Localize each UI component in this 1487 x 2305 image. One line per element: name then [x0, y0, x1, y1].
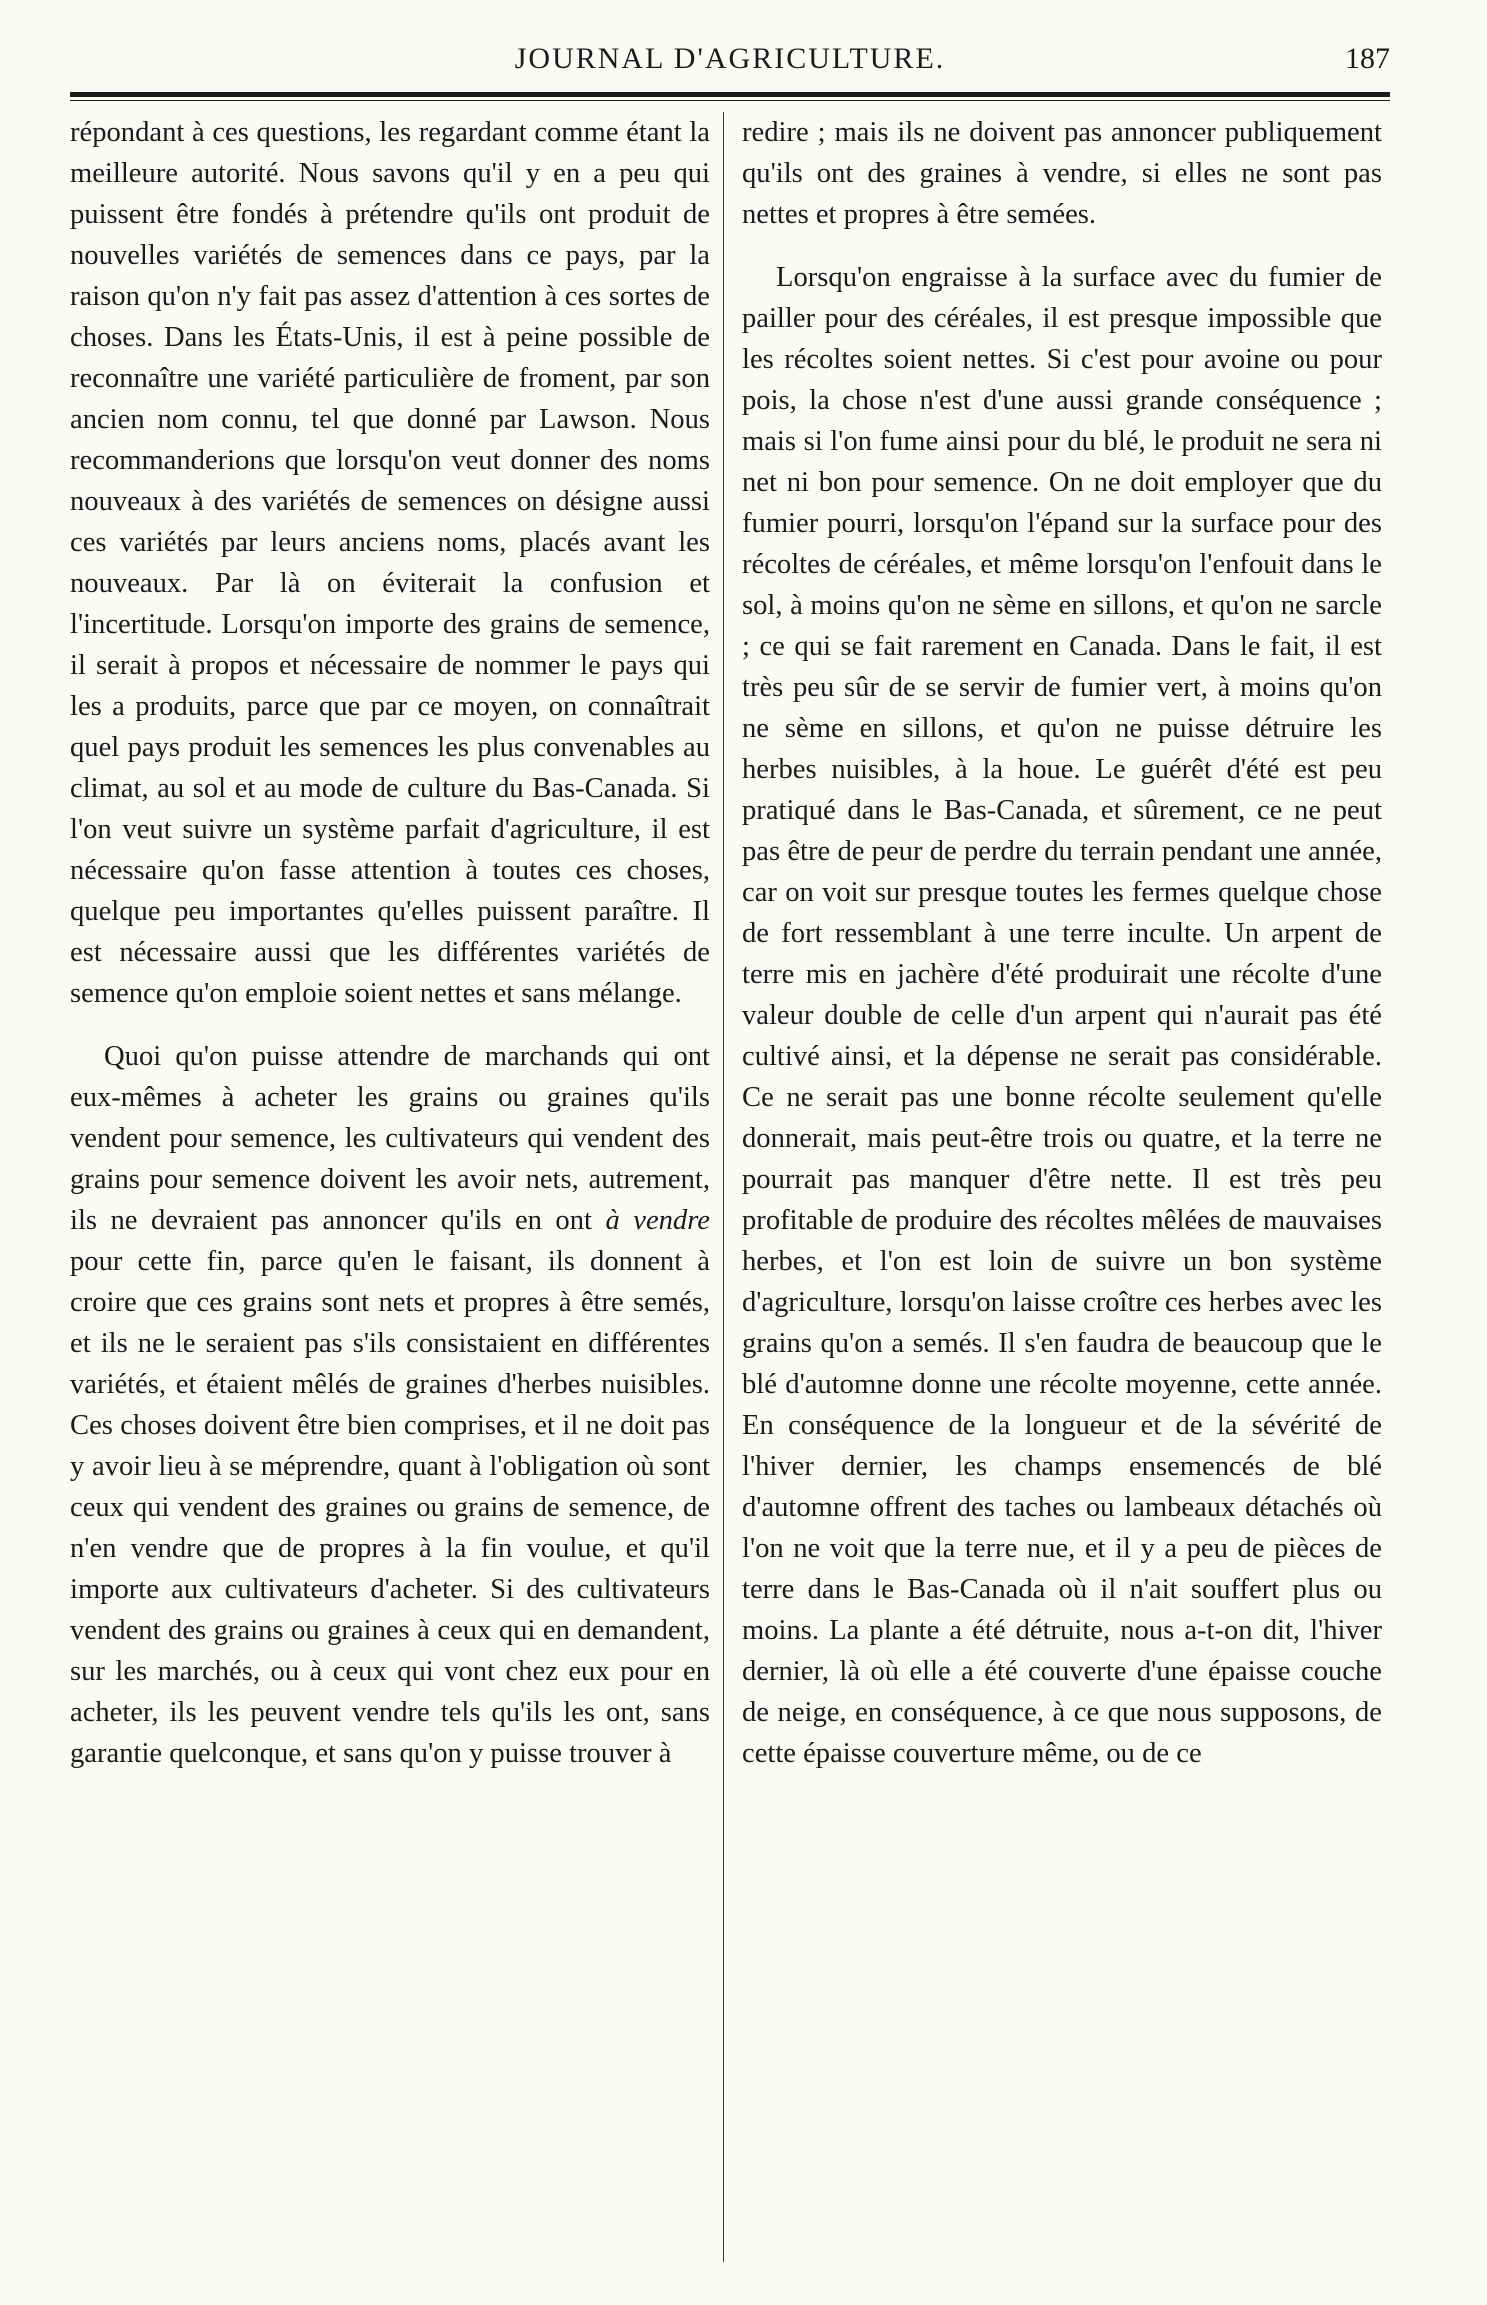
paragraph: Lorsqu'on engraisse à la surface avec du fumier de pailler pour des céréales, il est presque impossible que les récoltes soient nettes. Si c'est pour avoine ou pour pois, la chose n'est d'une aussi grande conséquence ; mais si l'on fume ainsi pour du blé, le produit ne sera ni net ni bon pour semence. On ne doit employer que du fumier pourri, lorsqu'on l'épand sur la surface pour des récoltes de céréales, et même lorsqu'on l'enfouit dans le sol, à moins qu'on ne sème en sillons, et qu'on ne sarcle ; ce qui se fait rarement en Canada. Dans le fait, il est très peu sûr de se servir de fumier vert, à moins qu'on ne sème en sillons, et qu'on ne puisse détruire les herbes nuisibles, à la houe. Le guérêt d'été est peu pratiqué dans le Bas-Canada, et sûrement, ce ne peut pas être de peur de perdre du terrain pendant une année, car on voit sur presque toutes les fermes quelque chose de fort ressemblant à une terre inculte. Un arpent de terre mis en jachère d'été produirait une récolte d'une valeur double de celle d'un arpent qui n'aurait pas été cultivé ainsi, et la dépense ne serait pas considérable. Ce ne serait pas une bonne récolte seulement qu'elle donnerait, mais peut-être trois ou quatre, et la terre ne pourrait pas manquer d'être nette. Il est très peu profitable de produire des récoltes mêlées de mauvaises herbes, et l'on est loin de suivre un bon système d'agriculture, lorsqu'on laisse croître ces herbes avec les grains qu'on a semés. Il s'en faudra de beaucoup que le blé d'automne donne une récolte moyenne, cette année. En conséquence de la longueur et de la sévérité de l'hiver dernier, les champs ensemencés de blé d'automne offrent des taches ou lambeaux détachés où l'on ne voit que la terre nue, et il y a peu de pièces de terre dans le Bas-Canada où il n'ait souffert plus ou moins. La plante a été détruite, nous a-t-on dit, l'hiver dernier, là où elle a été couverte d'une épaisse couche de neige, en conséquence, à ce que nous supposons, de cette épaisse couverture même, ou de ce — [742, 262, 1382, 1769]
page-number: 187 — [1345, 42, 1390, 75]
left-column — [70, 112, 710, 2262]
paragraph — [70, 1036, 710, 1774]
column-divider — [723, 112, 724, 2262]
right-column — [742, 112, 1382, 2262]
page-header — [70, 30, 1390, 80]
italic-phrase: à vendre — [605, 1205, 710, 1236]
journal-title: JOURNAL D'AGRICULTURE. — [514, 42, 946, 75]
paragraph: redire ; mais ils ne doivent pas annoncer publiquement qu'ils ont des graines à vendre, si elles ne sont pas nettes et propres à être semées. — [742, 117, 1382, 230]
header-rule-thick — [70, 92, 1390, 97]
header-rule-thin — [70, 100, 1390, 101]
paragraph-text: Quoi qu'on puisse attendre de marchands qui ont eux-mêmes à acheter les grains ou graines qu'ils vendent pour semence, les cultivateurs qui vendent des grains pour semence doivent les avoir nets, autrement, ils ne devraient pas annoncer qu'ils en ont — [70, 1041, 710, 1236]
paragraph: répondant à ces questions, les regardant comme étant la meilleure autorité. Nous savons qu'il y en a peu qui puissent être fondés à prétendre qu'ils ont produit de nouvelles variétés de semences dans ce pays, par la raison qu'on n'y fait pas assez d'attention à ces sortes de choses. Dans les États-Unis, il est à peine possible de reconnaître une variété particulière de froment, par son ancien nom connu, tel que donné par Lawson. Nous recommanderions que lorsqu'on veut donner des noms nouveaux à des variétés de semences on désigne aussi ces variétés par leurs anciens noms, placés avant les nouveaux. Par là on éviterait la confusion et l'incertitude. Lorsqu'on importe des grains de semence, il serait à propos et nécessaire de nommer le pays qui les a produits, parce que par ce moyen, on connaîtrait quel pays produit les semences les plus convenables au climat, au sol et au mode de culture du Bas-Canada. Si l'on veut suivre un système parfait d'agriculture, il est nécessaire qu'on fasse attention à toutes ces choses, quelque peu importantes qu'elles puissent paraître. Il est nécessaire aussi que les différentes variétés de semence qu'on emploie soient nettes et sans mélange. — [70, 117, 710, 1009]
paragraph-text: pour cette fin, parce qu'en le faisant, ils donnent à croire que ces grains sont nets et propres à être semés, et ils ne le seraient pas s'ils consistaient en différentes variétés, et étaient mêlés de graines d'herbes nuisibles. Ces choses doivent être bien comprises, et il ne doit pas y avoir lieu à se méprendre, quant à l'obligation où sont ceux qui vendent des graines ou grains de semence, de n'en vendre que de propres à la fin voulue, et qu'il importe aux cultivateurs d'acheter. Si des cultivateurs vendent des grains ou graines à ceux qui en demandent, sur les marchés, ou à ceux qui vont chez eux pour en acheter, ils les peuvent vendre tels qu'ils les ont, sans garantie quelconque, et sans qu'on y puisse trouver à — [70, 1246, 710, 1769]
